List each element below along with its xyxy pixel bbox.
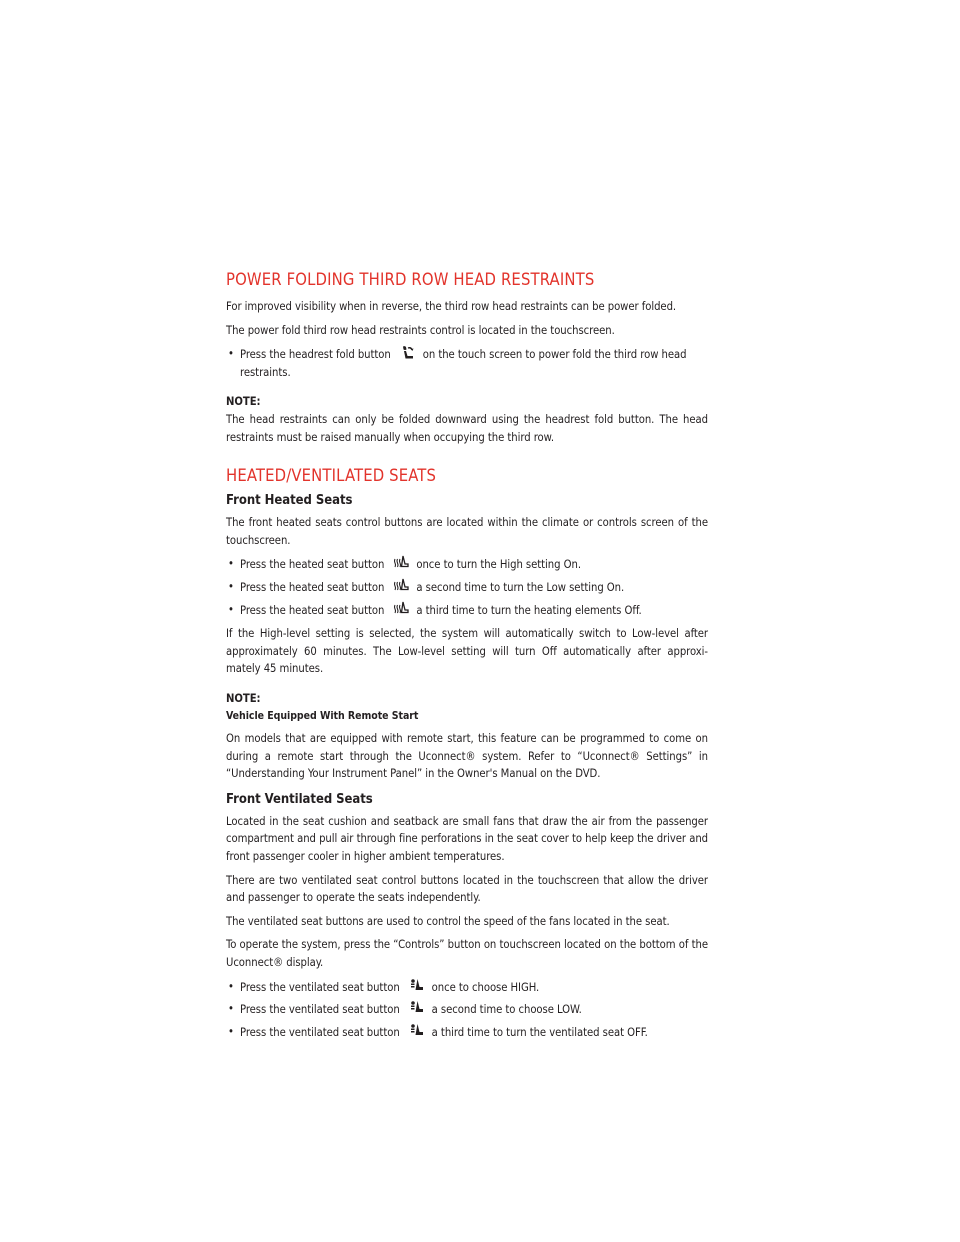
paragraph: If the High-level setting is selected, the system will automatically switch to Low-level after approximately 60 minutes. The Low-level setting will turn Off automatically after approxi- mately 45 minutes. xyxy=(226,627,708,676)
paragraph: To operate the system, press the “Controls” button on touchscreen located on the bottom of the Uconnect® display. xyxy=(226,938,708,970)
bullet-list xyxy=(226,978,708,1042)
paragraph: Located in the seat cushion and seatback are small fans that draw the air from the passenger compartment and pull air through fine perforations in the seat cover to help keep the driver and front passenger cooler in higher ambient temperatures. xyxy=(226,814,708,864)
bullet-text: Press the heated seat button xyxy=(240,558,385,572)
bullet-text: a third time to turn the heating elements Off. xyxy=(416,603,642,617)
ventilated-seat-icon xyxy=(408,1023,426,1039)
list-item xyxy=(226,555,708,574)
bullet-text: Press the ventilated seat button xyxy=(240,1003,400,1017)
bullet-text: on the touch screen to power fold the third row head restraints. xyxy=(240,348,687,379)
paragraph: The front heated seats control buttons are located within the climate or controls screen of the touchscreen. xyxy=(226,516,708,547)
ventilated-seat-icon xyxy=(408,1000,426,1016)
list-item xyxy=(226,345,708,381)
list-item xyxy=(226,1023,708,1042)
section-title-heated-ventilated: HEATED/VENTILATED SEATS xyxy=(226,466,437,486)
paragraph: For improved visibility when in reverse, the third row head restraints can be power folded. xyxy=(226,300,677,313)
bullet-text: a third time to turn the ventilated seat OFF. xyxy=(431,1025,648,1039)
bullet-list xyxy=(226,555,708,619)
bullet-text: a second time to turn the Low setting On. xyxy=(416,580,625,594)
paragraph: The ventilated seat buttons are used to control the speed of the fans located in the seat. xyxy=(226,914,670,928)
note-label: NOTE: xyxy=(226,691,261,705)
bullet-text: a second time to choose LOW. xyxy=(431,1003,582,1017)
bullet-text: Press the ventilated seat button xyxy=(240,980,400,994)
manual-page xyxy=(226,270,708,1047)
subsection-title-front-heated: Front Heated Seats xyxy=(226,493,353,509)
heated-seat-icon xyxy=(392,578,410,594)
bullet-text: once to turn the High setting On. xyxy=(416,558,581,572)
section-title-power-folding: POWER FOLDING THIRD ROW HEAD RESTRAINTS xyxy=(226,270,595,289)
heated-seat-icon xyxy=(392,601,410,617)
headrest-fold-icon xyxy=(399,345,417,361)
bullet-text: Press the headrest fold button xyxy=(240,348,391,362)
list-item xyxy=(226,578,708,597)
bullet-text: Press the heated seat button xyxy=(240,580,385,594)
subsection-title-front-ventilated: Front Ventilated Seats xyxy=(226,791,373,807)
bullet-text: once to choose HIGH. xyxy=(431,980,540,994)
paragraph: The power fold third row head restraints control is located in the touchscreen. xyxy=(226,323,615,337)
note-subtitle: Vehicle Equipped With Remote Start xyxy=(226,709,419,722)
bullet-list xyxy=(226,345,708,381)
bullet-text: Press the heated seat button xyxy=(240,603,385,617)
ventilated-seat-icon xyxy=(408,978,426,994)
list-item xyxy=(226,978,708,997)
note-text: The head restraints can only be folded downward using the headrest fold button. The head restraints must be raised manually when occupying the third row. xyxy=(226,412,708,444)
paragraph: There are two ventilated seat control buttons located in the touchscreen that allow the driver and passenger to operate the seats independently. xyxy=(226,873,708,905)
note-label: NOTE: xyxy=(226,395,261,409)
bullet-text: Press the ventilated seat button xyxy=(240,1025,400,1039)
list-item xyxy=(226,601,708,620)
list-item xyxy=(226,1000,708,1019)
note-text: On models that are equipped with remote start, this feature can be programmed to come on during a remote start through the Uconnect® system. Refer to “Uconnect® Settings” in “Understanding Your Instrument Panel” in the Owner's Manual on the DVD. xyxy=(226,732,708,781)
heated-seat-icon xyxy=(392,555,410,571)
